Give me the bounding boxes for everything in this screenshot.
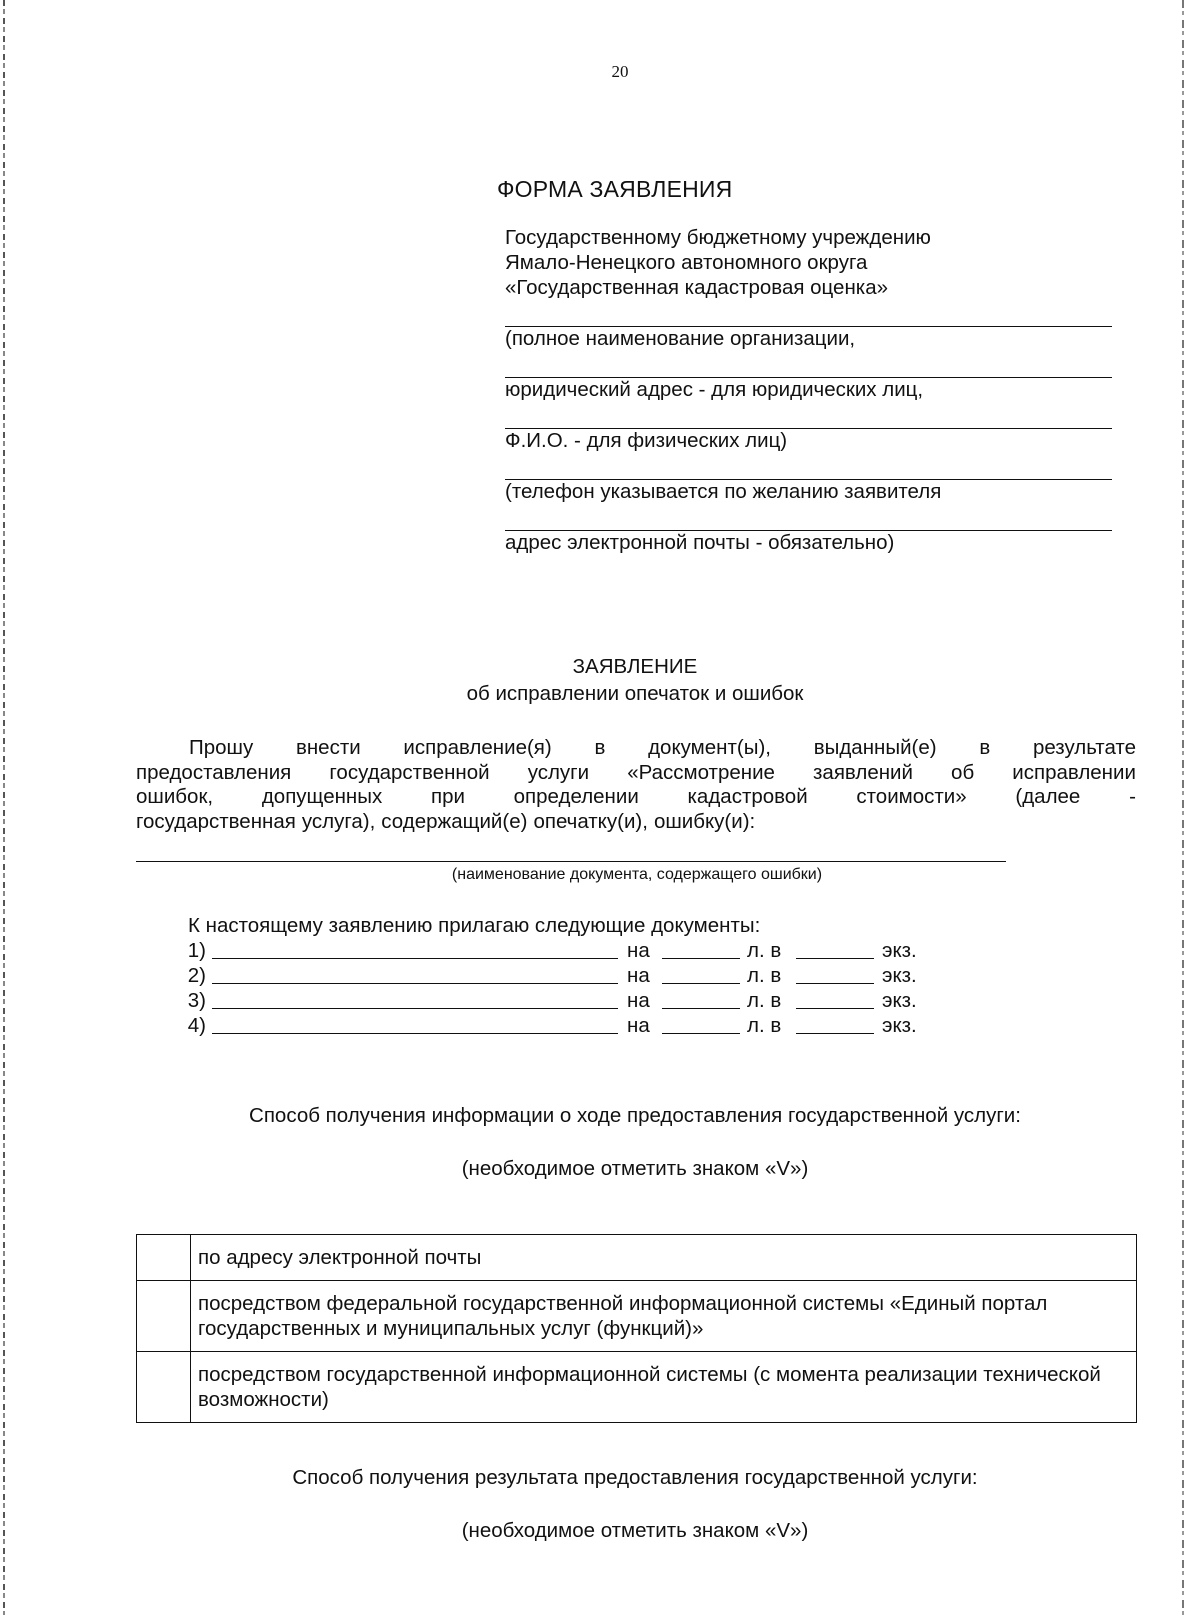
attachment-copies-fill-line[interactable] <box>796 1033 874 1034</box>
statement-subtitle: об исправлении опечаток и ошибок <box>466 682 804 705</box>
scan-edge-left <box>3 0 5 1615</box>
statement-word: (далее <box>1015 785 1081 808</box>
applicant-row <box>505 509 1112 560</box>
applicant-row <box>505 407 1112 458</box>
attachment-copies-label: экз. <box>882 939 917 962</box>
attachment-pages-label: л. в <box>747 964 782 987</box>
statement-body-line <box>136 785 1136 810</box>
applicant-row <box>505 356 1112 407</box>
statement-word: исправлении <box>1012 760 1136 784</box>
attachments-intro: К настоящему заявлению прилагаю следующие документы: <box>188 914 761 937</box>
attachment-row <box>172 964 932 989</box>
attachment-copies-fill-line[interactable] <box>796 1008 874 1009</box>
attachment-na-label: на <box>627 939 650 962</box>
applicant-block <box>505 305 1112 560</box>
applicant-row <box>505 305 1112 356</box>
attachment-pages-label: л. в <box>747 939 782 962</box>
attachment-copies-label: экз. <box>882 964 917 987</box>
statement-word: государственная <box>136 809 296 833</box>
applicant-row <box>505 458 1112 509</box>
option-label: по адресу электронной почты <box>191 1235 1137 1281</box>
attachment-name-fill-line[interactable] <box>212 1033 618 1034</box>
applicant-hint: (полное наименование организации, <box>505 327 856 350</box>
addressee-line: Государственному бюджетному учреждению <box>505 226 931 249</box>
document-name-fill-line[interactable] <box>136 861 1006 862</box>
document-name-caption: (наименование документа, содержащего ошибки) <box>451 866 823 883</box>
statement-word: кадастровой <box>687 785 808 808</box>
statement-word: документ(ы), <box>648 736 771 759</box>
attachment-name-fill-line[interactable] <box>212 983 618 984</box>
statement-word: исправление(я) <box>403 736 552 759</box>
statement-word: в <box>594 736 606 759</box>
scan-edge-right <box>1182 0 1184 1615</box>
attachment-pages-label: л. в <box>747 1014 782 1037</box>
attachment-number: 1) <box>187 939 206 962</box>
attachment-number: 4) <box>187 1014 206 1037</box>
statement-word: услуги <box>527 760 590 784</box>
option-checkbox-cell[interactable] <box>137 1235 191 1281</box>
statement-word: опечатку(и), <box>533 809 648 833</box>
attachment-na-label: на <box>627 964 650 987</box>
attachment-copies-fill-line[interactable] <box>796 983 874 984</box>
attachment-copies-label: экз. <box>882 1014 917 1037</box>
statement-word: выданный(е) <box>813 736 937 759</box>
result-method-title: Способ получения результата предоставления государственной услуги: <box>292 1466 978 1489</box>
statement-word: государственной <box>329 760 490 784</box>
addressee-line: Ямало-Ненецкого автономного округа <box>505 251 868 274</box>
statement-word: внести <box>295 736 361 759</box>
info-method-hint: (необходимое отметить знаком «V») <box>461 1157 809 1180</box>
statement-word: в <box>979 736 991 759</box>
attachment-name-fill-line[interactable] <box>212 1008 618 1009</box>
statement-word: при <box>430 785 465 808</box>
result-method-hint: (необходимое отметить знаком «V») <box>461 1519 809 1542</box>
attachment-row <box>172 1014 932 1039</box>
page-number: 20 <box>611 62 629 81</box>
option-label: посредством государственной информационной системы (с момента реализации технической возможности) <box>191 1352 1137 1423</box>
attachment-number: 3) <box>187 989 206 1012</box>
attachment-row <box>172 939 932 964</box>
attachment-pages-fill-line[interactable] <box>662 1008 740 1009</box>
applicant-hint: Ф.И.О. - для физических лиц) <box>505 429 788 452</box>
statement-word: определении <box>513 785 639 808</box>
statement-word: ошибок, <box>136 785 214 808</box>
form-title: ФОРМА ЗАЯВЛЕНИЯ <box>497 176 733 202</box>
attachment-na-label: на <box>627 1014 650 1037</box>
statement-body-line <box>136 810 1136 835</box>
statement-title: ЗАЯВЛЕНИЕ <box>572 655 698 678</box>
info-method-title: Способ получения информации о ходе предоставления государственной услуги: <box>249 1104 1021 1127</box>
statement-word: «Рассмотрение <box>627 760 775 784</box>
table-row <box>137 1281 1137 1352</box>
statement-word: услуга), <box>301 809 376 833</box>
attachment-pages-fill-line[interactable] <box>662 983 740 984</box>
statement-word: ошибку(и): <box>653 809 756 833</box>
info-method-options-table <box>136 1234 1137 1423</box>
attachment-pages-label: л. в <box>747 989 782 1012</box>
option-label: посредством федеральной государственной информационной системы «Единый портал государственных и муниципальных услуг (функций)» <box>191 1281 1137 1352</box>
statement-word: допущенных <box>261 785 383 808</box>
attachment-copies-label: экз. <box>882 989 917 1012</box>
statement-word: предоставления <box>136 760 292 784</box>
attachment-pages-fill-line[interactable] <box>662 958 740 959</box>
option-checkbox-cell[interactable] <box>137 1281 191 1352</box>
table-row <box>137 1235 1137 1281</box>
attachment-row <box>172 989 932 1014</box>
attachment-name-fill-line[interactable] <box>212 958 618 959</box>
statement-word: стоимости» <box>856 785 967 808</box>
attachment-pages-fill-line[interactable] <box>662 1033 740 1034</box>
statement-body-line <box>136 761 1136 786</box>
statement-word: Прошу <box>189 736 254 759</box>
table-row <box>137 1352 1137 1423</box>
attachment-copies-fill-line[interactable] <box>796 958 874 959</box>
statement-word: результате <box>1032 736 1136 759</box>
statement-word: - <box>1129 785 1136 808</box>
statement-word: об <box>951 760 975 784</box>
statement-body-line <box>136 736 1136 761</box>
applicant-hint: юридический адрес - для юридических лиц, <box>505 378 924 401</box>
statement-word: заявлений <box>813 760 913 784</box>
attachment-number: 2) <box>187 964 206 987</box>
attachments-list <box>172 939 932 1039</box>
addressee-block <box>505 225 931 300</box>
statement-body <box>136 736 1136 834</box>
statement-word: содержащий(е) <box>381 809 528 833</box>
option-checkbox-cell[interactable] <box>137 1352 191 1423</box>
applicant-hint: (телефон указывается по желанию заявителя <box>505 480 942 503</box>
applicant-hint: адрес электронной почты - обязательно) <box>505 531 895 554</box>
addressee-line: «Государственная кадастровая оценка» <box>505 276 888 299</box>
attachment-na-label: на <box>627 989 650 1012</box>
